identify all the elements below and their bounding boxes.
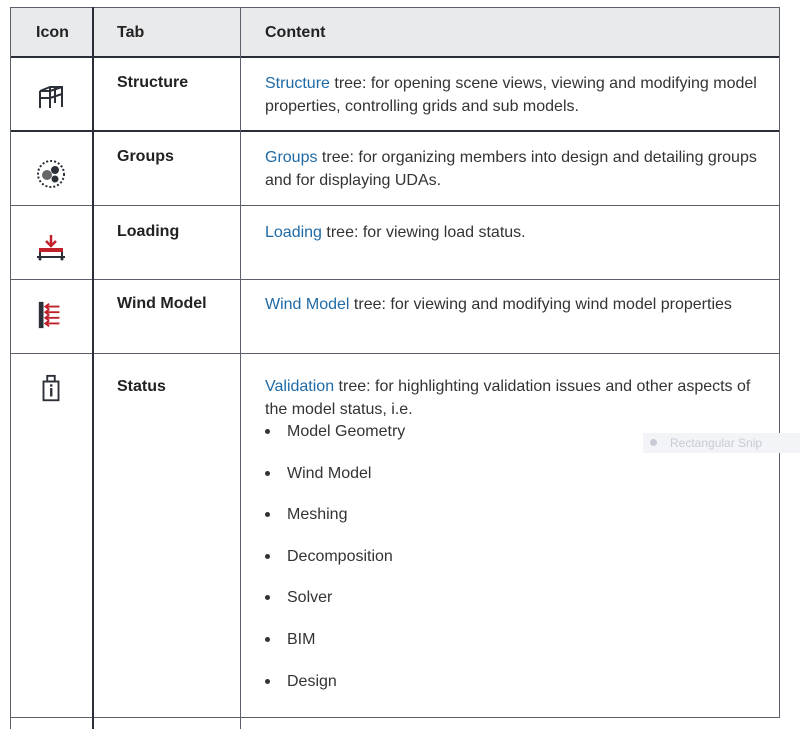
list-item: Decomposition	[265, 545, 405, 587]
wind-model-link[interactable]: Wind Model	[265, 296, 350, 313]
validation-link[interactable]: Validation	[265, 378, 335, 395]
validation-list	[265, 420, 405, 711]
tab-loading: Loading	[117, 223, 180, 240]
header-icon: Icon	[36, 24, 69, 41]
tab-structure: Structure	[117, 74, 189, 91]
structure-link[interactable]: Structure	[265, 75, 330, 92]
header-tab: Tab	[117, 24, 145, 41]
table-header	[10, 7, 780, 57]
tab-wind-model: Wind Model	[117, 295, 207, 312]
row-content: Loading tree: for viewing load status.	[265, 224, 526, 241]
list-item: Design	[265, 670, 405, 712]
table-row	[10, 206, 780, 279]
snip-dot-icon	[650, 439, 657, 446]
rectangular-snip-overlay	[643, 433, 800, 453]
table-row	[10, 131, 780, 205]
tab-groups: Groups	[117, 148, 174, 165]
loading-beam-icon	[36, 233, 66, 263]
list-item: Model Geometry	[265, 420, 405, 462]
list-item: Wind Model	[265, 462, 405, 504]
loading-link[interactable]: Loading	[265, 224, 322, 241]
list-item: BIM	[265, 628, 405, 670]
list-item: Solver	[265, 586, 405, 628]
snip-label: Rectangular Snip	[670, 436, 763, 450]
table-row	[10, 280, 780, 353]
table-row	[10, 57, 780, 130]
row-content: Validation tree: for highlighting validation issues and other aspects of the model status, i.e.	[265, 378, 751, 418]
structure-frame-icon	[36, 81, 66, 111]
row-content: Groups tree: for organizing members into design and detailing groups and for displaying UDAs.	[265, 149, 757, 189]
row-content: Structure tree: for opening scene views, viewing and modifying model properties, controlling grids and sub models.	[265, 75, 757, 115]
row-content: Wind Model tree: for viewing and modifying wind model properties	[265, 296, 732, 313]
groups-circle-icon	[36, 159, 66, 189]
header-content: Content	[265, 24, 326, 41]
table-row	[10, 354, 780, 717]
list-item: Meshing	[265, 503, 405, 545]
groups-link[interactable]: Groups	[265, 149, 318, 166]
wind-arrows-icon	[36, 300, 66, 330]
tab-status: Status	[117, 378, 166, 395]
status-info-icon	[36, 374, 66, 404]
